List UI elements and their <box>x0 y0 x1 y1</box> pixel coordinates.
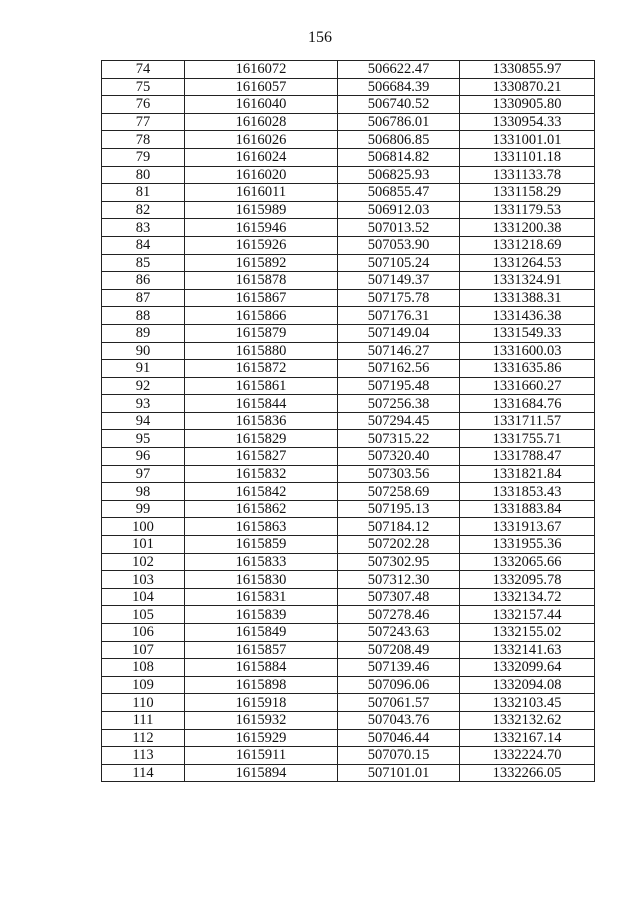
y-coordinate-cell: 1332095.78 <box>460 571 595 589</box>
x-coordinate-cell: 507243.63 <box>338 624 460 642</box>
y-coordinate-cell: 1331324.91 <box>460 272 595 290</box>
x-coordinate-cell: 506855.47 <box>338 184 460 202</box>
y-coordinate-cell: 1332167.14 <box>460 729 595 747</box>
code-cell: 1615918 <box>185 694 338 712</box>
x-coordinate-cell: 507046.44 <box>338 729 460 747</box>
y-coordinate-cell: 1331755.71 <box>460 430 595 448</box>
table-row <box>102 747 595 765</box>
y-coordinate-cell: 1330905.80 <box>460 96 595 114</box>
code-cell: 1615830 <box>185 571 338 589</box>
table-row <box>102 78 595 96</box>
table-row <box>102 412 595 430</box>
code-cell: 1615911 <box>185 747 338 765</box>
table-row <box>102 465 595 483</box>
x-coordinate-cell: 507013.52 <box>338 219 460 237</box>
y-coordinate-cell: 1332099.64 <box>460 659 595 677</box>
row-number-cell: 77 <box>102 113 185 131</box>
code-cell: 1615849 <box>185 624 338 642</box>
table-row <box>102 694 595 712</box>
y-coordinate-cell: 1332266.05 <box>460 764 595 782</box>
code-cell: 1615946 <box>185 219 338 237</box>
row-number-cell: 111 <box>102 711 185 729</box>
table-row <box>102 571 595 589</box>
row-number-cell: 93 <box>102 395 185 413</box>
row-number-cell: 81 <box>102 184 185 202</box>
code-cell: 1616011 <box>185 184 338 202</box>
y-coordinate-cell: 1331218.69 <box>460 236 595 254</box>
code-cell: 1615839 <box>185 606 338 624</box>
x-coordinate-cell: 507202.28 <box>338 536 460 554</box>
table-row <box>102 342 595 360</box>
code-cell: 1615866 <box>185 307 338 325</box>
x-coordinate-cell: 507139.46 <box>338 659 460 677</box>
code-cell: 1615861 <box>185 377 338 395</box>
table-row <box>102 764 595 782</box>
y-coordinate-cell: 1332224.70 <box>460 747 595 765</box>
x-coordinate-cell: 506912.03 <box>338 201 460 219</box>
code-cell: 1616057 <box>185 78 338 96</box>
row-number-cell: 80 <box>102 166 185 184</box>
x-coordinate-cell: 507149.37 <box>338 272 460 290</box>
x-coordinate-cell: 507278.46 <box>338 606 460 624</box>
row-number-cell: 99 <box>102 500 185 518</box>
row-number-cell: 94 <box>102 412 185 430</box>
row-number-cell: 91 <box>102 360 185 378</box>
code-cell: 1615832 <box>185 465 338 483</box>
table-row <box>102 729 595 747</box>
table-row <box>102 606 595 624</box>
x-coordinate-cell: 507053.90 <box>338 236 460 254</box>
row-number-cell: 76 <box>102 96 185 114</box>
y-coordinate-cell: 1331600.03 <box>460 342 595 360</box>
x-coordinate-cell: 507162.56 <box>338 360 460 378</box>
row-number-cell: 74 <box>102 61 185 79</box>
x-coordinate-cell: 507176.31 <box>338 307 460 325</box>
table-row <box>102 588 595 606</box>
code-cell: 1615842 <box>185 483 338 501</box>
x-coordinate-cell: 506825.93 <box>338 166 460 184</box>
code-cell: 1616040 <box>185 96 338 114</box>
code-cell: 1615859 <box>185 536 338 554</box>
code-cell: 1616020 <box>185 166 338 184</box>
table-row <box>102 395 595 413</box>
y-coordinate-cell: 1331200.38 <box>460 219 595 237</box>
code-cell: 1615880 <box>185 342 338 360</box>
table-row <box>102 430 595 448</box>
code-cell: 1615989 <box>185 201 338 219</box>
row-number-cell: 105 <box>102 606 185 624</box>
x-coordinate-cell: 507302.95 <box>338 553 460 571</box>
coordinates-table-body <box>102 61 595 782</box>
table-row <box>102 201 595 219</box>
row-number-cell: 86 <box>102 272 185 290</box>
x-coordinate-cell: 507096.06 <box>338 676 460 694</box>
row-number-cell: 110 <box>102 694 185 712</box>
y-coordinate-cell: 1331711.57 <box>460 412 595 430</box>
x-coordinate-cell: 507258.69 <box>338 483 460 501</box>
x-coordinate-cell: 506684.39 <box>338 78 460 96</box>
code-cell: 1616026 <box>185 131 338 149</box>
y-coordinate-cell: 1332103.45 <box>460 694 595 712</box>
table-row <box>102 166 595 184</box>
y-coordinate-cell: 1331101.18 <box>460 148 595 166</box>
y-coordinate-cell: 1330870.21 <box>460 78 595 96</box>
table-row <box>102 96 595 114</box>
x-coordinate-cell: 507070.15 <box>338 747 460 765</box>
row-number-cell: 89 <box>102 324 185 342</box>
y-coordinate-cell: 1331883.84 <box>460 500 595 518</box>
row-number-cell: 106 <box>102 624 185 642</box>
x-coordinate-cell: 507195.48 <box>338 377 460 395</box>
row-number-cell: 103 <box>102 571 185 589</box>
coordinates-table <box>101 60 595 782</box>
table-row <box>102 236 595 254</box>
table-row <box>102 500 595 518</box>
row-number-cell: 113 <box>102 747 185 765</box>
code-cell: 1615863 <box>185 518 338 536</box>
y-coordinate-cell: 1332094.08 <box>460 676 595 694</box>
y-coordinate-cell: 1332155.02 <box>460 624 595 642</box>
code-cell: 1615844 <box>185 395 338 413</box>
row-number-cell: 79 <box>102 148 185 166</box>
code-cell: 1615932 <box>185 711 338 729</box>
row-number-cell: 85 <box>102 254 185 272</box>
table-row <box>102 148 595 166</box>
code-cell: 1616072 <box>185 61 338 79</box>
y-coordinate-cell: 1332134.72 <box>460 588 595 606</box>
row-number-cell: 92 <box>102 377 185 395</box>
code-cell: 1615857 <box>185 641 338 659</box>
code-cell: 1615894 <box>185 764 338 782</box>
code-cell: 1615827 <box>185 448 338 466</box>
table-row <box>102 254 595 272</box>
y-coordinate-cell: 1331660.27 <box>460 377 595 395</box>
table-row <box>102 377 595 395</box>
x-coordinate-cell: 507195.13 <box>338 500 460 518</box>
row-number-cell: 78 <box>102 131 185 149</box>
y-coordinate-cell: 1331635.86 <box>460 360 595 378</box>
row-number-cell: 90 <box>102 342 185 360</box>
code-cell: 1615929 <box>185 729 338 747</box>
y-coordinate-cell: 1332141.63 <box>460 641 595 659</box>
table-row <box>102 659 595 677</box>
x-coordinate-cell: 506806.85 <box>338 131 460 149</box>
code-cell: 1616028 <box>185 113 338 131</box>
row-number-cell: 109 <box>102 676 185 694</box>
table-row <box>102 324 595 342</box>
table-row <box>102 113 595 131</box>
row-number-cell: 114 <box>102 764 185 782</box>
x-coordinate-cell: 507312.30 <box>338 571 460 589</box>
x-coordinate-cell: 506814.82 <box>338 148 460 166</box>
page-number: 156 <box>308 29 332 46</box>
table-row <box>102 676 595 694</box>
table-row <box>102 536 595 554</box>
table-row <box>102 272 595 290</box>
table-row <box>102 61 595 79</box>
row-number-cell: 88 <box>102 307 185 325</box>
x-coordinate-cell: 507175.78 <box>338 289 460 307</box>
x-coordinate-cell: 507315.22 <box>338 430 460 448</box>
table-row <box>102 641 595 659</box>
y-coordinate-cell: 1331264.53 <box>460 254 595 272</box>
row-number-cell: 107 <box>102 641 185 659</box>
x-coordinate-cell: 507320.40 <box>338 448 460 466</box>
x-coordinate-cell: 506622.47 <box>338 61 460 79</box>
table-row <box>102 518 595 536</box>
x-coordinate-cell: 507105.24 <box>338 254 460 272</box>
table-row <box>102 360 595 378</box>
code-cell: 1615829 <box>185 430 338 448</box>
code-cell: 1615878 <box>185 272 338 290</box>
row-number-cell: 108 <box>102 659 185 677</box>
x-coordinate-cell: 507307.48 <box>338 588 460 606</box>
y-coordinate-cell: 1331821.84 <box>460 465 595 483</box>
x-coordinate-cell: 507208.49 <box>338 641 460 659</box>
y-coordinate-cell: 1331436.38 <box>460 307 595 325</box>
row-number-cell: 100 <box>102 518 185 536</box>
code-cell: 1615862 <box>185 500 338 518</box>
code-cell: 1615892 <box>185 254 338 272</box>
x-coordinate-cell: 507101.01 <box>338 764 460 782</box>
table-row <box>102 289 595 307</box>
y-coordinate-cell: 1331549.33 <box>460 324 595 342</box>
code-cell: 1615879 <box>185 324 338 342</box>
y-coordinate-cell: 1332065.66 <box>460 553 595 571</box>
table-row <box>102 448 595 466</box>
y-coordinate-cell: 1331133.78 <box>460 166 595 184</box>
y-coordinate-cell: 1330954.33 <box>460 113 595 131</box>
row-number-cell: 98 <box>102 483 185 501</box>
code-cell: 1615833 <box>185 553 338 571</box>
y-coordinate-cell: 1331179.53 <box>460 201 595 219</box>
code-cell: 1616024 <box>185 148 338 166</box>
x-coordinate-cell: 507294.45 <box>338 412 460 430</box>
y-coordinate-cell: 1332157.44 <box>460 606 595 624</box>
y-coordinate-cell: 1331158.29 <box>460 184 595 202</box>
y-coordinate-cell: 1332132.62 <box>460 711 595 729</box>
x-coordinate-cell: 507061.57 <box>338 694 460 712</box>
row-number-cell: 95 <box>102 430 185 448</box>
row-number-cell: 75 <box>102 78 185 96</box>
table-row <box>102 711 595 729</box>
row-number-cell: 82 <box>102 201 185 219</box>
table-row <box>102 624 595 642</box>
y-coordinate-cell: 1331388.31 <box>460 289 595 307</box>
row-number-cell: 102 <box>102 553 185 571</box>
row-number-cell: 97 <box>102 465 185 483</box>
y-coordinate-cell: 1331913.67 <box>460 518 595 536</box>
x-coordinate-cell: 507146.27 <box>338 342 460 360</box>
y-coordinate-cell: 1331684.76 <box>460 395 595 413</box>
table-row <box>102 219 595 237</box>
row-number-cell: 104 <box>102 588 185 606</box>
code-cell: 1615867 <box>185 289 338 307</box>
code-cell: 1615898 <box>185 676 338 694</box>
x-coordinate-cell: 507149.04 <box>338 324 460 342</box>
y-coordinate-cell: 1331001.01 <box>460 131 595 149</box>
code-cell: 1615836 <box>185 412 338 430</box>
code-cell: 1615926 <box>185 236 338 254</box>
x-coordinate-cell: 507184.12 <box>338 518 460 536</box>
table-row <box>102 553 595 571</box>
y-coordinate-cell: 1331788.47 <box>460 448 595 466</box>
row-number-cell: 87 <box>102 289 185 307</box>
y-coordinate-cell: 1330855.97 <box>460 61 595 79</box>
row-number-cell: 83 <box>102 219 185 237</box>
code-cell: 1615872 <box>185 360 338 378</box>
x-coordinate-cell: 506740.52 <box>338 96 460 114</box>
table-row <box>102 307 595 325</box>
table-row <box>102 184 595 202</box>
y-coordinate-cell: 1331955.36 <box>460 536 595 554</box>
x-coordinate-cell: 507043.76 <box>338 711 460 729</box>
x-coordinate-cell: 507303.56 <box>338 465 460 483</box>
code-cell: 1615831 <box>185 588 338 606</box>
row-number-cell: 84 <box>102 236 185 254</box>
code-cell: 1615884 <box>185 659 338 677</box>
x-coordinate-cell: 506786.01 <box>338 113 460 131</box>
x-coordinate-cell: 507256.38 <box>338 395 460 413</box>
row-number-cell: 101 <box>102 536 185 554</box>
row-number-cell: 96 <box>102 448 185 466</box>
row-number-cell: 112 <box>102 729 185 747</box>
y-coordinate-cell: 1331853.43 <box>460 483 595 501</box>
table-row <box>102 131 595 149</box>
table-row <box>102 483 595 501</box>
